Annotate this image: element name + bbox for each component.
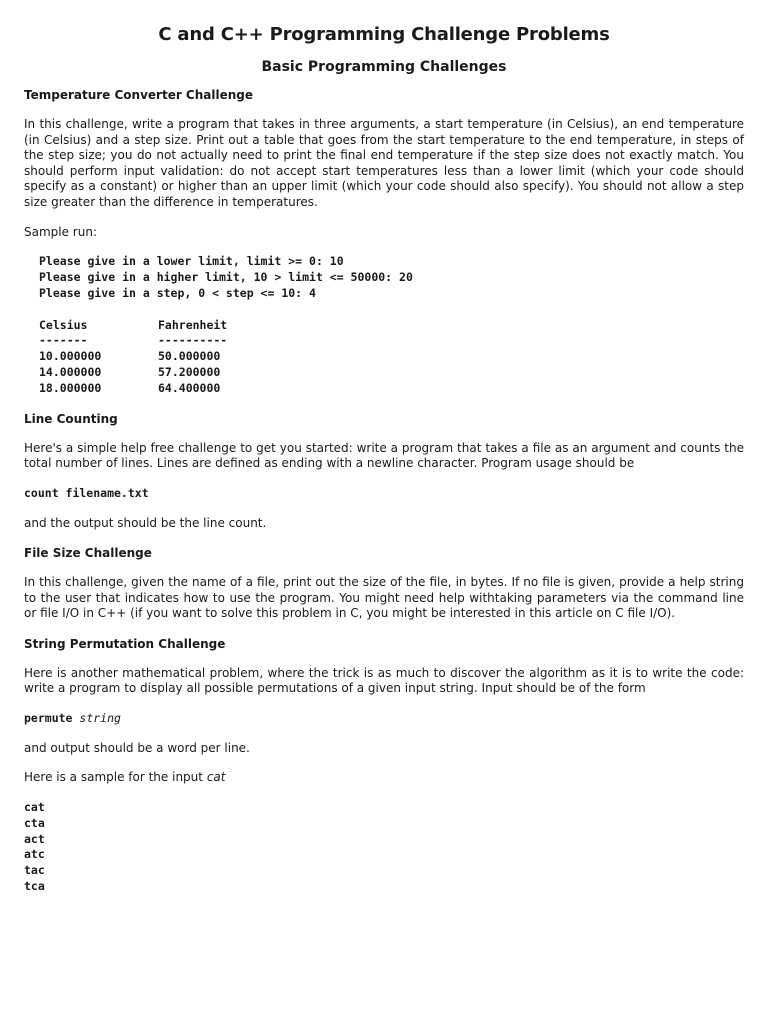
sample-run-block (24, 254, 744, 396)
column-header-celsius: Celsius (39, 317, 88, 332)
table-header-row (39, 318, 744, 334)
fahrenheit-cell: 57.200000 (158, 364, 221, 379)
sample-prefix: Here is a sample for the input (24, 770, 203, 785)
page-subtitle: Basic Programming Challenges (261, 59, 507, 75)
permutation-sample-line (24, 770, 744, 786)
celsius-cell: 14.000000 (39, 364, 102, 379)
page-title: C and C++ Programming Challenge Problems (158, 24, 610, 45)
list-item: cta (24, 815, 45, 830)
fahrenheit-cell: 64.400000 (158, 380, 221, 395)
line-counting-heading: Line Counting (24, 411, 118, 426)
sample-run-label: Sample run: (24, 224, 97, 239)
sample-input: cat (206, 770, 226, 785)
divider-celsius: ------- (39, 333, 88, 348)
permutation-body: Here is another mathematical problem, where the trick is as much to discover the algorithm as it is to write the code: write a program to display all possible permutations of a given input string. Input should be of the form (24, 665, 744, 696)
file-size-heading: File Size Challenge (24, 546, 152, 561)
line-count-usage: count filename.txt (24, 485, 149, 500)
divider-fahrenheit: ---------- (158, 333, 228, 348)
permutation-output-list (24, 800, 744, 895)
fahrenheit-cell: 50.000000 (158, 349, 221, 364)
permutation-heading: String Permutation Challenge (24, 636, 226, 651)
permutation-after: and output should be a word per line. (24, 740, 250, 755)
table-row (39, 381, 744, 397)
permute-usage (24, 711, 744, 727)
table-row (39, 349, 744, 365)
list-item: cat (24, 800, 45, 815)
list-item: atc (24, 847, 45, 862)
list-item: tac (24, 863, 45, 878)
line-counting-after: and the output should be the line count. (24, 515, 267, 530)
column-header-fahrenheit: Fahrenheit (158, 317, 228, 332)
list-item: act (24, 831, 45, 846)
list-item: tca (24, 879, 45, 894)
permute-argument: string (79, 711, 121, 726)
permute-command: permute (24, 711, 73, 726)
temperature-heading: Temperature Converter Challenge (24, 88, 254, 102)
celsius-cell: 10.000000 (39, 349, 102, 364)
file-size-body: In this challenge, given the name of a file, print out the size of the file, in bytes. If no file is given, provide a help string to the user that indicates how to use the program. You might need help withtaking parameters via the command line or file I/O in C++ (if you want to solve this problem in C, you might be interested in this article on C file I/O). (24, 575, 744, 621)
document-page (24, 22, 744, 895)
line-counting-body: Here's a simple help free challenge to get you started: write a program that takes a file as an argument and counts the total number of lines. Lines are defined as ending with a newline character. Program usage should be (24, 440, 744, 471)
prompt-line: Please give in a lower limit, limit >= 0: 10 (39, 254, 344, 269)
prompt-line: Please give in a step, 0 < step <= 10: 4 (39, 285, 316, 300)
prompt-line: Please give in a higher limit, 10 > limit <= 50000: 20 (39, 269, 413, 284)
celsius-cell: 18.000000 (39, 380, 102, 395)
table-row (39, 365, 744, 381)
table-divider-row (39, 333, 744, 349)
temperature-body: In this challenge, write a program that takes in three arguments, a start temperature (in Celsius), an end temperature (in Celsius) and a step size. Print out a table that goes from the start temperature to the end temperature, in steps of the step size; you do not actually need to print the final end temperature if the step size does not exactly match. You should perform input validation: do not accept start temperatures less than a lower limit (which your code should specify as a constant) or higher than an upper limit (which your code should also specify). You should not allow a step size greater than the difference in temperatures. (24, 117, 744, 209)
